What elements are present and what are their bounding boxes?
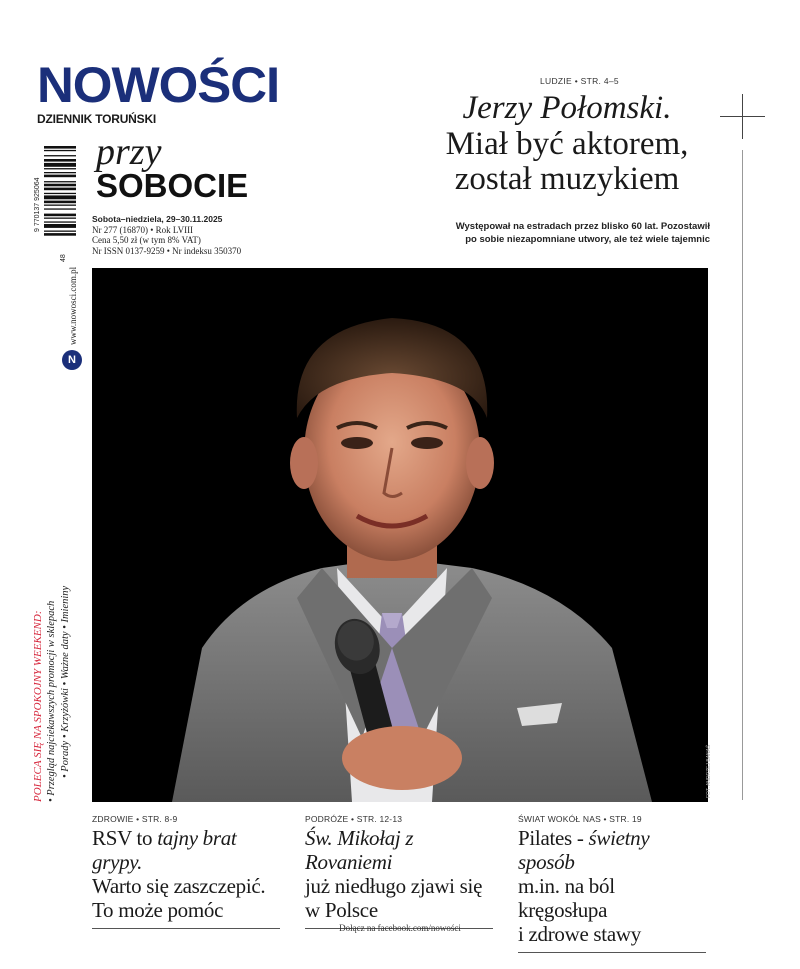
teaser-kicker: ZDROWIE • STR. 8-9 (92, 814, 178, 824)
website-link[interactable]: www.nowosci.com.pl (68, 266, 78, 345)
issue-info (92, 214, 241, 256)
teaser-title (305, 826, 493, 922)
promo-line-2: • Porady • Krzyżówki • Ważne daty • Imieniny (60, 585, 71, 778)
issue-price: Cena 5,50 zł (w tym 8% VAT) (92, 235, 201, 245)
teaser-kicker: ŚWIAT WOKÓŁ NAS • STR. 19 (518, 814, 642, 824)
newspaper-logo: NOWOŚCI (37, 57, 280, 113)
promo-line-1: • Przegląd najciekawszych promocji w sklepach (46, 600, 57, 802)
barcode-suffix: 48 (60, 254, 67, 262)
teaser-title-italic: Św. Mikołaj z Rovaniemi (305, 826, 414, 874)
margin-rule (742, 150, 743, 800)
teaser-title (92, 826, 280, 922)
teaser-line-3: To może pomóc (92, 898, 224, 922)
issue-date: Sobota–niedziela, 29–30.11.2025 (92, 214, 223, 224)
teaser-title-italic: świetny sposób (518, 826, 650, 874)
cover-photo (92, 268, 708, 802)
issue-issn: Nr ISSN 0137-9259 • Nr indeksu 350370 (92, 245, 242, 256)
teaser-travel[interactable] (305, 814, 493, 929)
teaser-kicker: PODRÓŻE • STR. 12-13 (305, 814, 403, 824)
barcode-digits: 9 770137 925064 (34, 177, 41, 232)
teaser-line-3: w Polsce (305, 898, 378, 922)
cover-story-lead (420, 220, 710, 246)
lead-line-1: Występował na estradach przez blisko 60 lat. Pozostawił (455, 221, 710, 232)
lead-line-2: po sobie niezapomniane utwory, ale też wiele tajemnic (465, 234, 710, 245)
promo-heading: POLECA SIĘ NA SPOKOJNY WEEKEND: (32, 610, 44, 802)
cover-story-title-1: Jerzy Połomski. (462, 90, 672, 126)
cover-story-kicker: LUDZIE • STR. 4–5 (540, 76, 619, 86)
facebook-link[interactable]: Dołącz na facebook.com/nowości (339, 923, 461, 933)
supplement-title-bottom: SOBOCIE (96, 167, 249, 204)
photo-credit: FOT. ANDRZEJ BANAŚ (706, 744, 712, 798)
cover-story-title-2: Miał być aktorem, (445, 126, 689, 162)
teaser-health[interactable] (92, 814, 280, 929)
cover-story-title-3: został muzykiem (454, 161, 680, 197)
teaser-line-3: i zdrowe stawy (518, 922, 641, 946)
teaser-line-2: Warto się zaszczepić. (92, 874, 266, 898)
supplement-title-top: przy (96, 131, 162, 173)
issue-number: Nr 277 (16870) • Rok LVIII (92, 224, 194, 235)
newspaper-subtitle: DZIENNIK TORUŃSKI (37, 112, 157, 126)
teaser-title-plain: Pilates - (518, 826, 589, 850)
barcode (40, 146, 76, 260)
teaser-line-2: m.in. na ból kręgosłupa (518, 874, 615, 922)
teaser-title-italic: tajny brat grypy. (92, 826, 237, 874)
teaser-title-plain: RSV to (92, 826, 158, 850)
brand-badge-icon: N (62, 350, 82, 370)
teaser-line-2: już niedługo zjawi się (305, 874, 483, 898)
teaser-divider (518, 952, 706, 953)
crop-mark (742, 94, 743, 139)
